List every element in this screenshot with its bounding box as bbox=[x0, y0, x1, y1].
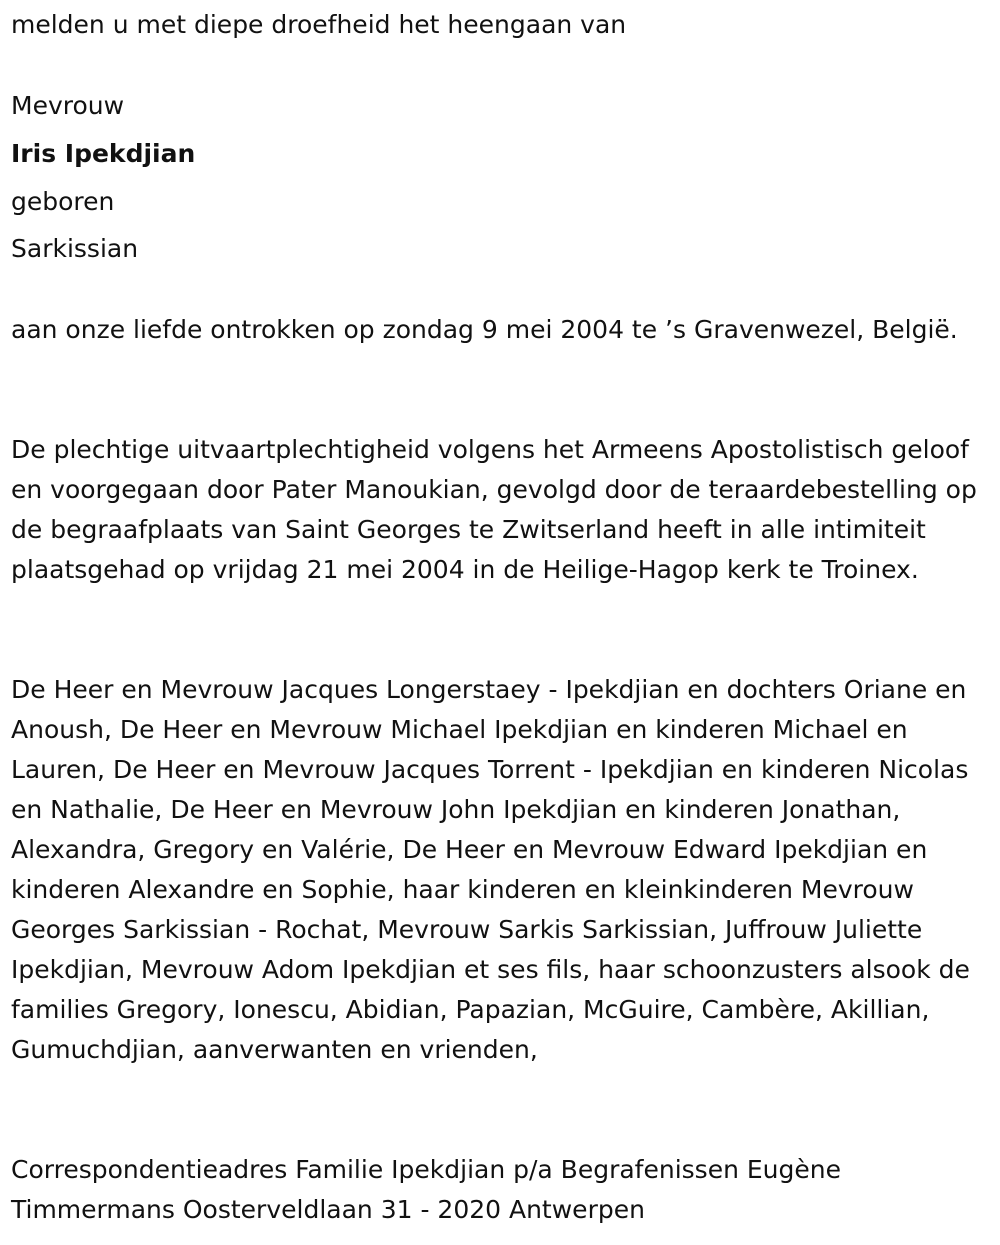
family-paragraph: De Heer en Mevrouw Jacques Longerstaey - Ipekdjian en dochters Oriane en Anoush, De Heer en Mevrouw Michael Ipekdjian en kinderen Michael en Lauren, De Heer en Mevrouw Jacques Torrent - Ipekdjian en kinderen Nicolas en Nathalie, De Heer en Mevrouw John Ipekdjian en kinderen Jonathan, Alexandra, Gregory en Valérie, De Heer en Mevrouw Edward Ipekdjian en kinderen Alexandre en Sophie, haar kinderen en kleinkinderen Mevrouw Georges Sarkissian - Rochat, Mevrouw Sarkis Sarkissian, Juffrouw Juliette Ipekdjian, Mevrouw Adom Ipekdjian et ses fils, haar schoonzusters alsook de families Gregory, Ionescu, Abidian, Papazian, McGuire, Cambère, Akillian, Gumuchdjian, aanverwanten en vrienden, bbox=[11, 675, 970, 1064]
born-label: geboren bbox=[11, 187, 115, 216]
salutation: Mevrouw bbox=[11, 91, 125, 120]
intro-text: melden u met diepe droefheid het heengaan van bbox=[11, 10, 627, 39]
maiden-name: Sarkissian bbox=[11, 234, 139, 263]
deceased-name: Iris Ipekdjian bbox=[11, 139, 196, 168]
correspondence-paragraph: Correspondentieadres Familie Ipekdjian p/a Begrafenissen Eugène Timmermans Oosterveldlaan 31 - 2020 Antwerpen bbox=[11, 1155, 841, 1224]
ceremony-paragraph: De plechtige uitvaartplechtigheid volgens het Armeens Apostolistisch geloof en voorgegaan door Pater Manoukian, gevolgd door de teraardebestelling op de begraafplaats van Saint Georges te Zwitserland heeft in alle intimiteit plaatsgehad op vrijdag 21 mei 2004 in de Heilige-Hagop kerk te Troinex. bbox=[11, 435, 977, 584]
death-notice-paragraph: aan onze liefde ontrokken op zondag 9 mei 2004 te ’s Gravenwezel, België. bbox=[11, 315, 958, 344]
